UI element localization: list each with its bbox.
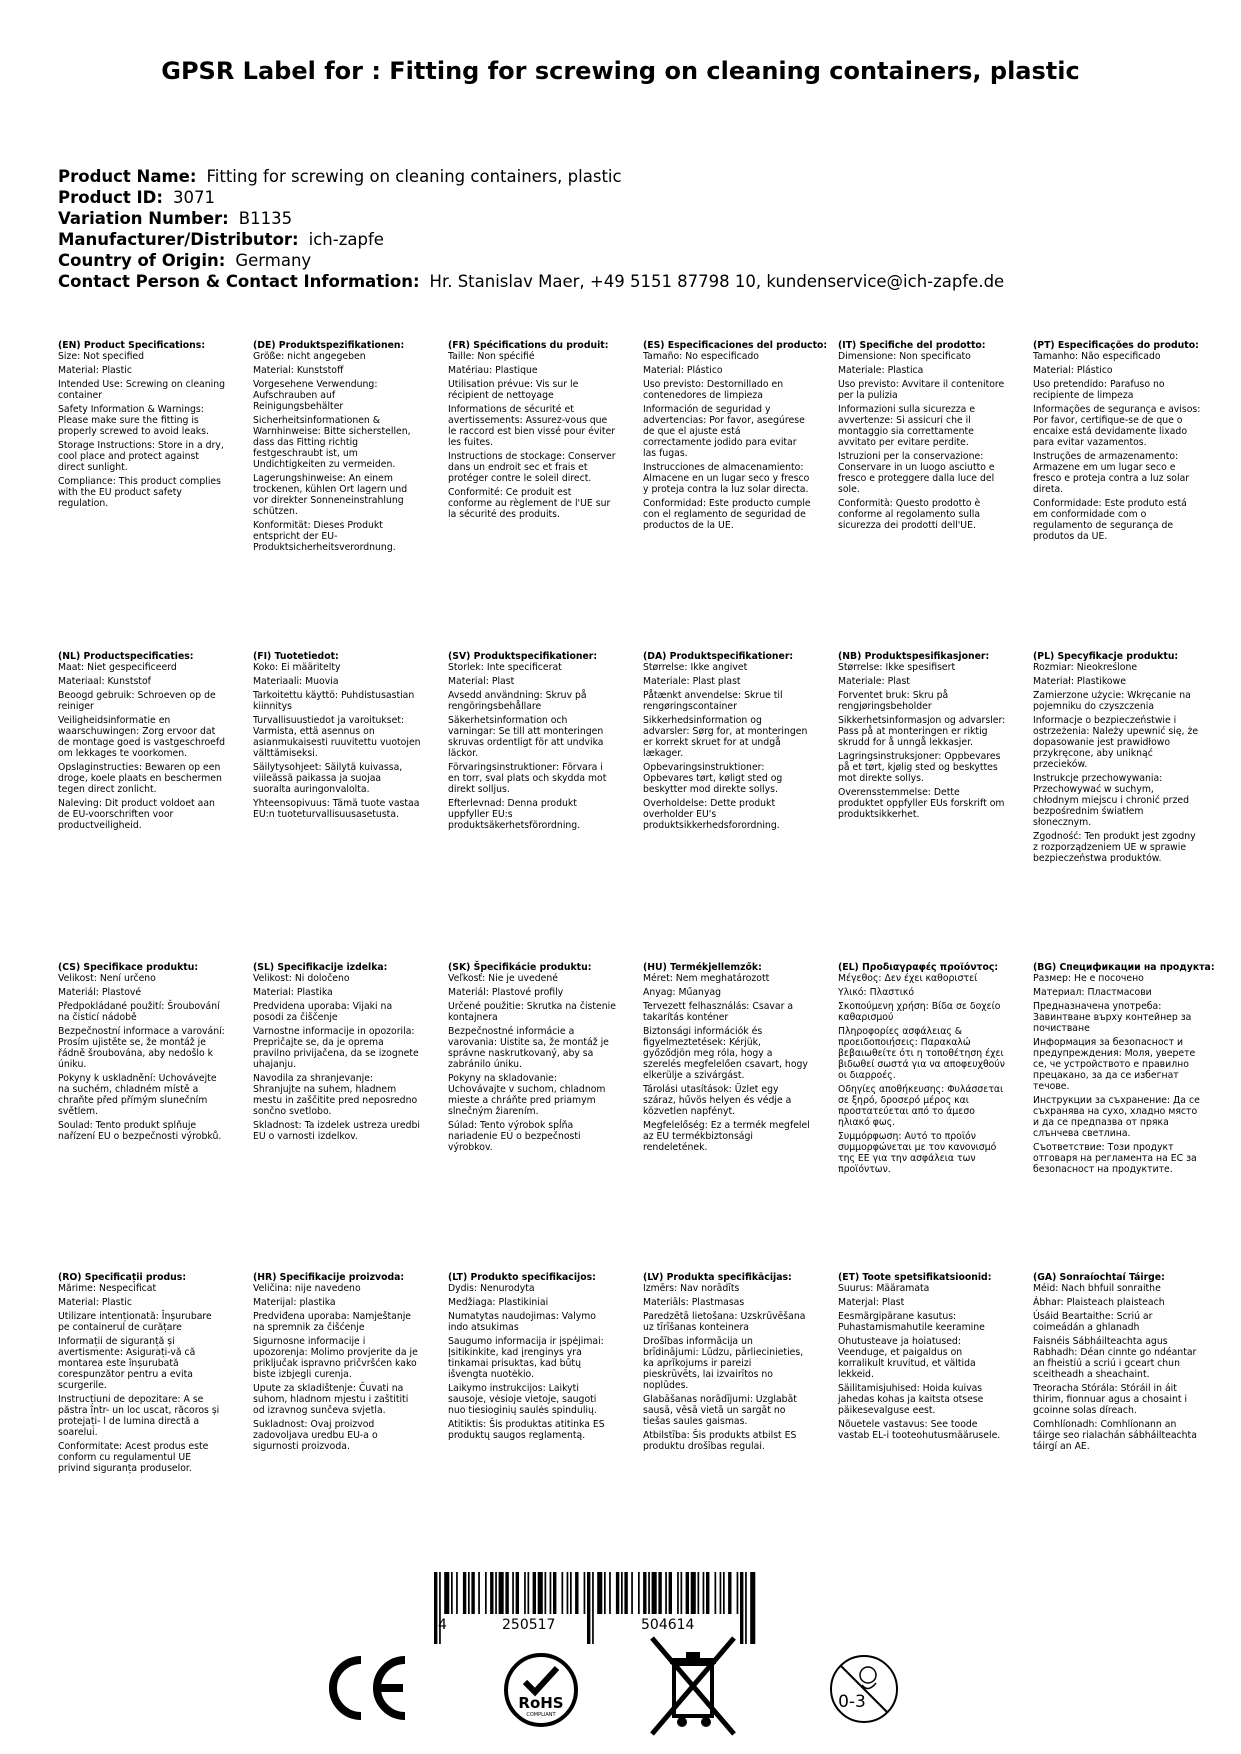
- spec-line: Μέγεθος: Δεν έχει καθοριστεί: [838, 973, 978, 984]
- spec-line: Méid: Nach bhfuil sonraithe: [1033, 1283, 1161, 1294]
- spec-line: Materiał: Plastikowe: [1033, 676, 1126, 687]
- spec-line: Drošības informācija un brīdinājumi: Lūdzu, pārliecinieties, ka aprīkojums ir pareizi pieskrūvēts, lai izvairītos no noplūdes.: [643, 1336, 804, 1391]
- spec-line: Sukladnost: Ovaj proizvod zadovoljava uredbu EU-a o sigurnosti proizvoda.: [253, 1419, 378, 1452]
- spec-line: Zgodność: Ten produkt jest zgodny z rozporządzeniem UE w sprawie bezpieczeństwa produktów.: [1033, 831, 1196, 864]
- barcode-bar: [715, 1572, 717, 1614]
- spec-line: Instrucțiuni de depozitare: A se păstra într- un loc uscat, răcoros și protejați- l de lumina directă a soarelui.: [58, 1394, 220, 1438]
- rohs-compliant-icon: [503, 1652, 579, 1728]
- spec-line: Bezpečnostní informace a varování: Prosím ujistěte se, že montáž je řádně šroubována, aby nedošlo k úniku.: [58, 1026, 225, 1070]
- barcode-bar: [665, 1572, 667, 1614]
- info-variation-number: [58, 208, 1004, 229]
- spec-line: Conformidad: Este producto cumple con el reglamento de seguridad de productos de la UE.: [643, 498, 811, 531]
- barcode-bar: [638, 1572, 640, 1614]
- spec-heading: (FI) Tuotetiedot:: [253, 651, 339, 662]
- barcode-bar: [478, 1572, 480, 1614]
- barcode-bar: [616, 1572, 619, 1614]
- age-warning-text: 0-3: [838, 1692, 866, 1712]
- spec-line: Instrucciones de almacenamiento: Almacene en un lugar seco y fresco y proteja contra la luz solar directa.: [643, 462, 810, 495]
- spec-block: [838, 340, 1006, 534]
- spec-line: Informații de siguranță și avertismente: Asigurați-vă că montarea este înșurubată corespunzător pentru a evita scurgerile.: [58, 1336, 196, 1391]
- barcode-bar: [686, 1572, 689, 1614]
- spec-block: [643, 340, 828, 534]
- spec-line: Overholdelse: Dette produkt overholder EU's produktsikkerhedsforordning.: [643, 798, 780, 831]
- barcode-digits-right: 504614: [641, 1617, 695, 1633]
- spec-line: Conformité: Ce produit est conforme au règlement de l'UE sur la sécurité des produits.: [448, 487, 611, 520]
- spec-line: Eesmärgipärane kasutus: Puhastamismahutile keeramine: [838, 1311, 985, 1333]
- spec-line: Lagerungshinweise: An einem trockenen, kühlen Ort lagern und vor direkter Sonneneinstrahlung schützen.: [253, 473, 408, 517]
- barcode-digit-first: 4: [438, 1617, 447, 1633]
- spec-block: [1033, 1272, 1201, 1455]
- spec-line: Vorgesehene Verwendung: Aufschrauben auf Reinigungsbehälter: [253, 379, 378, 412]
- spec-line: Säkerhetsinformation och varningar: Se till att monteringen skruvas ordentligt för att undvika läckor.: [448, 715, 604, 759]
- barcode-bar: [621, 1572, 623, 1614]
- info-value: Fitting for screwing on cleaning containers, plastic: [206, 167, 622, 186]
- spec-line: Predvidena uporaba: Vijaki na posodi za čiščenje: [253, 1001, 393, 1023]
- barcode-bar: [512, 1572, 514, 1614]
- spec-heading: (HU) Termékjellemzők:: [643, 962, 762, 973]
- barcode-bar: [584, 1572, 586, 1614]
- spec-line: Size: Not specified: [58, 351, 145, 362]
- spec-line: Treoracha Stórála: Stóráil in áit thirim, fionnuar agus a chosaint i gcoinne solas díreach.: [1033, 1383, 1188, 1416]
- barcode-bar: [624, 1572, 627, 1614]
- spec-heading: (FR) Spécifications du produit:: [448, 340, 609, 351]
- barcode-bar: [604, 1572, 606, 1614]
- info-product-id: [58, 187, 1004, 208]
- spec-line: Sicherheitsinformationen & Warnhinweise: Bitte sicherstellen, dass das Fitting richtig festgeschraubt ist, um Undichtigkeiten zu vermeiden.: [253, 415, 411, 470]
- spec-heading: (EL) Προδιαγραφές προϊόντος:: [838, 962, 999, 973]
- weee-bin-icon: [648, 1634, 738, 1738]
- spec-line: Informações de segurança e avisos: Por favor, certifique-se de que o encaixe está devidamente lixado para evitar vazamentos.: [1033, 404, 1201, 448]
- barcode-bar: [698, 1572, 700, 1614]
- spec-line: Mărime: Nespecificat: [58, 1283, 157, 1294]
- info-country: [58, 250, 1004, 271]
- barcode-bar: [451, 1572, 453, 1614]
- spec-line: Съответствие: Този продукт отговаря на регламента на ЕС за безопасност на продуктите.: [1033, 1142, 1197, 1175]
- spec-line: Efterlevnad: Denna produkt uppfyller EU:s produktsäkerhetsförordning.: [448, 798, 581, 831]
- spec-line: Materiale: Plast: [838, 676, 910, 687]
- spec-line: Maat: Niet gespecificeerd: [58, 662, 177, 673]
- spec-heading: (HR) Specifikacije proizvoda:: [253, 1272, 405, 1283]
- spec-block: [448, 962, 616, 1156]
- spec-line: Yhteensopivuus: Tämä tuote vastaa EU:n tuoteturvallisuusasetusta.: [253, 798, 420, 820]
- spec-line: Pokyny na skladovanie: Uchovávajte v suchom, chladnom mieste a chráňte pred priamym slnečným žiarením.: [448, 1073, 606, 1117]
- spec-line: Tamanho: Não especificado: [1033, 351, 1161, 362]
- spec-line: Skladnost: Ta izdelek ustreza uredbi EU o varnosti izdelkov.: [253, 1120, 421, 1142]
- spec-block: [448, 651, 616, 834]
- spec-line: Påtænkt anvendelse: Skrue til rengøringscontainer: [643, 690, 783, 712]
- spec-block: [643, 1272, 811, 1455]
- spec-block: [58, 1272, 226, 1477]
- spec-line: Velikost: Není určeno: [58, 973, 156, 984]
- spec-line: Compliance: This product complies with the EU product safety regulation.: [58, 476, 221, 509]
- spec-line: Material: Plastic: [58, 365, 132, 376]
- barcode-bar: [499, 1572, 504, 1614]
- barcode-bar: [740, 1572, 743, 1644]
- spec-line: Paredzētā lietošana: Uzskrūvēšana uz tīrīšanas konteinera: [643, 1311, 806, 1333]
- barcode-bar: [567, 1572, 569, 1614]
- info-value: ich-zapfe: [308, 230, 384, 249]
- spec-line: Conformidade: Este produto está em conformidade com o regulamento de segurança de produtos da UE.: [1033, 498, 1187, 542]
- spec-line: Méret: Nem meghatározott: [643, 973, 770, 984]
- barcode-bar: [553, 1572, 556, 1614]
- page-title: GPSR Label for : Fitting for screwing on cleaning containers, plastic: [161, 57, 1080, 85]
- spec-line: Veličina: nije navedeno: [253, 1283, 361, 1294]
- info-label: Country of Origin:: [58, 251, 226, 270]
- barcode-bar: [691, 1572, 696, 1614]
- barcode-bar: [592, 1572, 594, 1644]
- spec-line: Conformità: Questo prodotto è conforme al regolamento sulla sicurezza dei prodotti dell'UE.: [838, 498, 981, 531]
- spec-line: Zamierzone użycie: Wkręcanie na pojemniku do czyszczenia: [1033, 690, 1191, 712]
- barcode-bar: [658, 1572, 661, 1614]
- spec-line: Säilitamisjuhised: Hoida kuivas jahedas kohas ja kaitsta otsese päikesevalguse eest.: [838, 1383, 984, 1416]
- spec-line: Instrukcje przechowywania: Przechowywać w suchym, chłodnym miejscu i chronić przed bezpośrednim światłem słonecznym.: [1033, 773, 1189, 828]
- spec-line: Comhlíonadh: Comhlíonann an táirge seo rialachán sábháilteachta táirgí an AE.: [1033, 1419, 1197, 1452]
- barcode-bar: [550, 1572, 552, 1614]
- spec-line: Sikkerhedsinformation og advarsler: Sørg for, at monteringen er korrekt skruet for at undgå lækager.: [643, 715, 808, 759]
- spec-line: Σκοπούμενη χρήση: Βίδα σε δοχείο καθαρισμού: [838, 1001, 1001, 1023]
- spec-line: Suurus: Määramata: [838, 1283, 930, 1294]
- info-value: Germany: [235, 251, 312, 270]
- spec-line: Storage Instructions: Store in a dry, cool place and protect against direct sunlight.: [58, 440, 224, 473]
- spec-line: Intended Use: Screwing on cleaning container: [58, 379, 226, 401]
- spec-line: Material: Plástico: [643, 365, 723, 376]
- spec-line: Material: Plástico: [1033, 365, 1113, 376]
- spec-line: Υλικό: Πλαστικό: [838, 987, 915, 998]
- info-product-name: [58, 166, 1004, 187]
- spec-heading: (EN) Product Specifications:: [58, 340, 206, 351]
- spec-line: Tamaño: No especificado: [643, 351, 759, 362]
- spec-line: Pokyny k uskladnění: Uchovávejte na suchém, chladném místě a chraňte před přímým slunečním světlem.: [58, 1073, 217, 1117]
- spec-line: Materiál: Plastové profily: [448, 987, 564, 998]
- spec-block: [448, 340, 616, 523]
- barcode-bar: [681, 1572, 683, 1614]
- spec-line: Navodila za shranjevanje: Shranjujte na suhem, hladnem mestu in zaščitite pred neposredno sončno svetlobo.: [253, 1073, 418, 1117]
- spec-line: Storlek: Inte specificerat: [448, 662, 562, 673]
- barcode-bar: [533, 1572, 536, 1614]
- spec-line: Megfelelőség: Ez a termék megfelel az EU termékbiztonsági rendeletének.: [643, 1120, 810, 1153]
- spec-line: Velikost: Ni določeno: [253, 973, 350, 984]
- barcode-bar: [495, 1572, 497, 1614]
- spec-line: Uso previsto: Destornillado en contenedores de limpieza: [643, 379, 784, 401]
- barcode-digits-left: 250517: [502, 1617, 556, 1633]
- spec-line: Naleving: Dit product voldoet aan de EU-voorschriften voor productveiligheid.: [58, 798, 215, 831]
- spec-heading: (RO) Specificații produs:: [58, 1272, 187, 1283]
- spec-line: Dydis: Nenurodyta: [448, 1283, 535, 1294]
- spec-line: Matériau: Plastique: [448, 365, 538, 376]
- info-label: Manufacturer/Distributor:: [58, 230, 299, 249]
- spec-heading: (PL) Specyfikacje produktu:: [1033, 651, 1179, 662]
- product-info: [58, 166, 1004, 292]
- barcode-bar: [468, 1572, 470, 1614]
- rohs-compliant-text: COMPLIANT: [526, 1712, 556, 1718]
- barcode-bar: [703, 1572, 705, 1614]
- spec-line: Safety Information & Warnings: Please make sure the fitting is properly screwed to avoid leaks.: [58, 404, 209, 437]
- spec-heading: (CS) Specifikace produktu:: [58, 962, 199, 973]
- spec-line: Предназначена употреба: Завинтване върху контейнер за почистване: [1033, 1001, 1192, 1034]
- spec-line: Sigurnosne informacije i upozorenja: Molimo provjerite da je priključak ispravno pričvršćen kako biste izbjegli curenja.: [253, 1336, 418, 1380]
- spec-block: [253, 651, 421, 823]
- spec-block: [838, 1272, 1006, 1444]
- spec-heading: (IT) Specifiche del prodotto:: [838, 340, 986, 351]
- spec-heading: (LT) Produkto specifikacijos:: [448, 1272, 596, 1283]
- spec-line: Οδηγίες αποθήκευσης: Φυλάσσεται σε ξηρό, δροσερό μέρος και προστατεύεται από το άμεσο ηλιακό φως.: [838, 1084, 1004, 1128]
- spec-line: Bezpečnostné informácie a varovania: Uistite sa, že montáž je správne naskrutkovaný, aby sa zabránilo úniku.: [448, 1026, 609, 1070]
- spec-line: Rozmiar: Nieokreślone: [1033, 662, 1138, 673]
- barcode-bar: [456, 1572, 458, 1614]
- spec-heading: (LV) Produkta specifikācijas:: [643, 1272, 792, 1283]
- spec-block: [448, 1272, 616, 1444]
- barcode-bar: [434, 1572, 437, 1644]
- spec-line: Soulad: Tento produkt splňuje nařízení EU o bezpečnosti výrobků.: [58, 1120, 222, 1142]
- spec-line: Anyag: Műanyag: [643, 987, 722, 998]
- barcode-bar: [587, 1572, 590, 1644]
- spec-line: Biztonsági információk és figyelmeztetések: Kérjük, győződjön meg róla, hogy a szerelés megfelelően csavart, hogy elkerülje a szivárgást.: [643, 1026, 808, 1081]
- spec-line: Material: Plastic: [58, 1297, 132, 1308]
- spec-line: Informacje o bezpieczeństwie i ostrzeżenia: Należy upewnić się, że dopasowanie jest prawidłowo przykręcone, aby uniknąć przecieków.: [1033, 715, 1199, 770]
- spec-line: Opslaginstructies: Bewaren op een droge, koele plaats en beschermen tegen direct zonlicht.: [58, 762, 222, 795]
- info-value: 3071: [172, 188, 215, 207]
- barcode-bar: [528, 1572, 530, 1614]
- spec-line: Upute za skladištenje: Čuvati na suhom, hladnom mjestu i zaštititi od izravnog sunčeva svjetla.: [253, 1383, 409, 1416]
- barcode-bar: [669, 1572, 672, 1614]
- spec-line: Tervezett felhasználás: Csavar a takarítás konténer: [643, 1001, 794, 1023]
- spec-line: Πληροφορίες ασφάλειας & προειδοποιήσεις: Παρακαλώ βεβαιωθείτε ότι η τοποθέτηση έχει βιδωθεί σωστά για να αποφευχθούν οι διαρροές.: [838, 1026, 1005, 1081]
- spec-line: Předpokládané použití: Šroubování na čisticí nádobě: [58, 1001, 220, 1023]
- spec-line: Opbevaringsinstruktioner: Opbevares tørt, køligt sted og beskytter mod direkte sollys.: [643, 762, 783, 795]
- spec-line: Súlad: Tento výrobok spĺňa nariadenie EÚ o bezpečnosti výrobkov.: [448, 1120, 581, 1153]
- spec-line: Material: Kunststoff: [253, 365, 344, 376]
- spec-line: Glabāšanas norādījumi: Uzglabāt sausā, vēsā vietā un sargāt no tiešas saules gaismas.: [643, 1394, 797, 1427]
- barcode-bar: [516, 1572, 519, 1614]
- barcode-bar: [524, 1572, 526, 1614]
- spec-line: Konformität: Dieses Produkt entspricht der EU-Produktsicherheitsverordnung.: [253, 520, 396, 553]
- spec-line: Συμμόρφωση: Αυτό το προϊόν συμμορφώνεται με τον κανονισμό της ΕΕ για την ασφάλεια των προϊόντων.: [838, 1131, 997, 1175]
- spec-block: [643, 651, 811, 834]
- spec-block: [838, 962, 1006, 1178]
- spec-line: Instructions de stockage: Conserver dans un endroit sec et frais et protéger contre le soleil direct.: [448, 451, 616, 484]
- spec-line: Размер: Не е посочено: [1033, 973, 1144, 984]
- spec-line: Instruções de armazenamento: Armazene em um lugar seco e fresco e proteja contra a luz solar direta.: [1033, 451, 1190, 495]
- spec-line: Tarkoitettu käyttö: Puhdistusastian kiinnitys: [253, 690, 415, 712]
- spec-line: Numatytas naudojimas: Valymo indo atsukimas: [448, 1311, 596, 1333]
- spec-line: Predviđena uporaba: Namještanje na spremnik za čišćenje: [253, 1311, 412, 1333]
- spec-line: Dimensione: Non specificato: [838, 351, 971, 362]
- ce-mark-icon: [325, 1656, 411, 1720]
- spec-line: Atitiktis: Šis produktas atitinka ES produktų saugos reglamentą.: [448, 1419, 605, 1441]
- spec-heading: (NB) Produktspesifikasjoner:: [838, 651, 990, 662]
- spec-line: Informations de sécurité et avertissements: Assurez-vous que le raccord est bien vissé pour éviter les fuites.: [448, 404, 616, 448]
- spec-line: Material: Plastika: [253, 987, 333, 998]
- spec-block: [58, 962, 226, 1145]
- spec-line: Größe: nicht angegeben: [253, 351, 366, 362]
- spec-line: Veľkosť: Nie je uvedené: [448, 973, 558, 984]
- spec-block: [1033, 340, 1201, 545]
- barcode-bar: [723, 1572, 725, 1614]
- spec-line: Materiale: Plast plast: [643, 676, 741, 687]
- barcode-bar: [706, 1572, 709, 1614]
- spec-line: Izmērs: Nav norādīts: [643, 1283, 740, 1294]
- spec-heading: (BG) Спецификации на продукта:: [1033, 962, 1215, 973]
- spec-line: Materijal: plastika: [253, 1297, 336, 1308]
- spec-line: Utilisation prévue: Vis sur le récipient de nettoyage: [448, 379, 579, 401]
- spec-line: Material: Plast: [448, 676, 515, 687]
- spec-line: Инструкции за съхранение: Да се съхранява на сухо, хладно място и да се предпазва от пряка слънчева светлина.: [1033, 1095, 1200, 1139]
- barcode-bar: [750, 1572, 755, 1644]
- barcode-bar: [720, 1572, 722, 1614]
- spec-line: Информация за безопасност и предупреждения: Моля, уверете се, че устройството е правилно прецакано, за да се избегнат течове.: [1033, 1037, 1196, 1092]
- barcode-bar: [737, 1572, 739, 1614]
- spec-line: Materjal: Plast: [838, 1297, 905, 1308]
- spec-heading: (NL) Productspecificaties:: [58, 651, 194, 662]
- spec-heading: (ET) Toote spetsifikatsioonid:: [838, 1272, 992, 1283]
- info-manufacturer: [58, 229, 1004, 250]
- spec-line: Materiál: Plastové: [58, 987, 142, 998]
- barcode-bar: [643, 1572, 646, 1614]
- barcode-bar: [444, 1572, 449, 1614]
- barcode-bar: [490, 1572, 493, 1614]
- info-value: B1135: [238, 209, 293, 228]
- spec-line: Förvaringsinstruktioner: Förvara i en torr, sval plats och skydda mot direkt solljus.: [448, 762, 607, 795]
- spec-block: [1033, 962, 1215, 1178]
- info-value: Hr. Stanislav Maer, +49 5151 87798 10, kundenservice@ich-zapfe.de: [429, 272, 1005, 291]
- spec-line: Størrelse: Ikke angivet: [643, 662, 748, 673]
- info-label: Product ID:: [58, 188, 163, 207]
- spec-line: Atbilstība: Šis produkts atbilst ES produktu drošības regulai.: [643, 1430, 797, 1452]
- spec-line: Úsáid Beartaithe: Scriú ar coimeádán a ghlanadh: [1033, 1311, 1153, 1333]
- spec-heading: (SL) Specifikacije izdelka:: [253, 962, 388, 973]
- info-label: Contact Person & Contact Information:: [58, 272, 420, 291]
- spec-line: Säilytysohjeet: Säilytä kuivassa, viileässä paikassa ja suojaa suoralta auringonvalolta.: [253, 762, 403, 795]
- barcode-bar: [562, 1572, 564, 1614]
- spec-line: Beoogd gebruik: Schroeven op de reiniger: [58, 690, 216, 712]
- spec-heading: (ES) Especificaciones del producto:: [643, 340, 828, 351]
- info-contact: [58, 271, 1004, 292]
- spec-line: Tárolási utasítások: Üzlet egy száraz, hűvös helyen és védje a közvetlen napfényt.: [643, 1084, 792, 1117]
- spec-line: Materiaali: Muovia: [253, 676, 339, 687]
- spec-heading: (PT) Especificações do produto:: [1033, 340, 1199, 351]
- spec-line: Informazioni sulla sicurezza e avvertenze: Si assicuri che il montaggio sia correttamente avvitato per evitare perdite.: [838, 404, 976, 448]
- barcode-bar: [575, 1572, 578, 1614]
- spec-block: [838, 651, 1006, 823]
- barcode-bar: [745, 1572, 747, 1644]
- rohs-text: RoHS: [518, 1694, 564, 1712]
- barcode-bar: [609, 1572, 611, 1614]
- spec-block: [58, 651, 226, 834]
- spec-line: Ohutusteave ja hoiatused: Veenduge, et paigaldus on korralikult kruvitud, et vältida lekkeid.: [838, 1336, 976, 1380]
- spec-line: Conformitate: Acest produs este conform cu regulamentul UE privind siguranța produselor.: [58, 1441, 209, 1474]
- spec-line: Forventet bruk: Skru på rengjøringsbeholder: [838, 690, 949, 712]
- spec-block: [58, 340, 226, 512]
- spec-heading: (SK) Špecifikácie produktu:: [448, 962, 592, 973]
- spec-line: Medžiaga: Plastikiniai: [448, 1297, 549, 1308]
- spec-block: [253, 962, 421, 1145]
- spec-line: Koko: Ei määritelty: [253, 662, 341, 673]
- spec-line: Faisnéis Sábháilteachta agus Rabhadh: Déan cinnte go ndéantar an fheistiú a scriú i gceart chun sceitheadh a sheachaint.: [1033, 1336, 1197, 1380]
- spec-line: Taille: Non spécifié: [448, 351, 535, 362]
- spec-line: Saugumo informacija ir įspėjimai: Įsitikinkite, kad įrenginys yra tinkamai prisuktas, kad būtų išvengta nuotėkio.: [448, 1336, 604, 1380]
- age-warning-icon: [828, 1653, 900, 1725]
- spec-block: [643, 962, 811, 1156]
- spec-line: Overensstemmelse: Dette produktet oppfyller EUs forskrift om produktsikkerhet.: [838, 787, 1005, 820]
- barcode-bar: [538, 1572, 543, 1614]
- barcode-bar: [728, 1572, 731, 1614]
- spec-line: Nõuetele vastavus: See toode vastab EL-i tooteohutusmäärusele.: [838, 1419, 1001, 1441]
- spec-line: Información de seguridad y advertencias: Por favor, asegúrese de que el ajuste está correctamente jodido para evitar las fugas.: [643, 404, 805, 459]
- spec-line: Materiale: Plastica: [838, 365, 924, 376]
- spec-heading: (DA) Produktspecifikationer:: [643, 651, 794, 662]
- spec-line: Størrelse: Ikke spesifisert: [838, 662, 956, 673]
- spec-block: [1033, 651, 1201, 867]
- barcode-bar: [463, 1572, 466, 1614]
- spec-line: Istruzioni per la conservazione: Conservare in un luogo asciutto e fresco e proteggere dalla luce del sole.: [838, 451, 995, 495]
- barcode-bar: [652, 1572, 657, 1614]
- spec-line: Sikkerhetsinformasjon og advarsler: Pass på at monteringen er riktig skrudd for å unngå lekkasjer.: [838, 715, 1006, 748]
- barcode-bar: [648, 1572, 650, 1614]
- spec-line: Určené použitie: Skrutka na čistenie kontajnera: [448, 1001, 616, 1023]
- spec-heading: (GA) Sonraíochtaí Táirge:: [1033, 1272, 1165, 1283]
- barcode-bar: [597, 1572, 602, 1614]
- spec-line: Varnostne informacije in opozorila: Prepričajte se, da je oprema pravilno privijačena, da se izognete uhajanju.: [253, 1026, 419, 1070]
- spec-line: Lagringsinstruksjoner: Oppbevares på et tørt, kjølig sted og beskyttes mot direkte sollys.: [838, 751, 1001, 784]
- barcode-bar: [545, 1572, 547, 1614]
- spec-block: [253, 340, 421, 556]
- barcode-bar: [471, 1572, 474, 1614]
- info-label: Variation Number:: [58, 209, 229, 228]
- spec-heading: (DE) Produktspezifikationen:: [253, 340, 405, 351]
- spec-line: Turvallisuustiedot ja varoitukset: Varmista, että asennus on asianmukaisesti ruuvitettu vuotojen välttämiseksi.: [253, 715, 421, 759]
- spec-line: Utilizare intenționată: Înșurubare pe containerul de curățare: [58, 1311, 212, 1333]
- spec-block: [253, 1272, 421, 1455]
- barcode-bar: [677, 1572, 679, 1614]
- spec-line: Uso previsto: Avvitare il contenitore per la pulizia: [838, 379, 1005, 401]
- spec-line: Veiligheidsinformatie en waarschuwingen: Zorg ervoor dat de montage goed is vastgeschroefd om lekkages te voorkomen.: [58, 715, 226, 759]
- spec-line: Laikymo instrukcijos: Laikyti sausoje, vėsioje vietoje, saugoti nuo tiesioginių saulės spindulių.: [448, 1383, 597, 1416]
- spec-line: Avsedd användning: Skruv på rengöringsbehållare: [448, 690, 587, 712]
- barcode-bar: [570, 1572, 572, 1614]
- barcode-bar: [439, 1572, 441, 1644]
- spec-line: Materiaal: Kunststof: [58, 676, 151, 687]
- info-label: Product Name:: [58, 167, 197, 186]
- spec-line: Uso pretendido: Parafuso no recipiente de limpeza: [1033, 379, 1165, 401]
- barcode-bar: [505, 1572, 508, 1614]
- spec-heading: (SV) Produktspecifikationer:: [448, 651, 598, 662]
- spec-line: Materiāls: Plastmasas: [643, 1297, 745, 1308]
- barcode-bar: [631, 1572, 633, 1614]
- spec-line: Ábhar: Plaisteach plaisteach: [1033, 1297, 1165, 1308]
- barcode-bar: [485, 1572, 487, 1614]
- spec-line: Материал: Пластмасови: [1033, 987, 1152, 998]
